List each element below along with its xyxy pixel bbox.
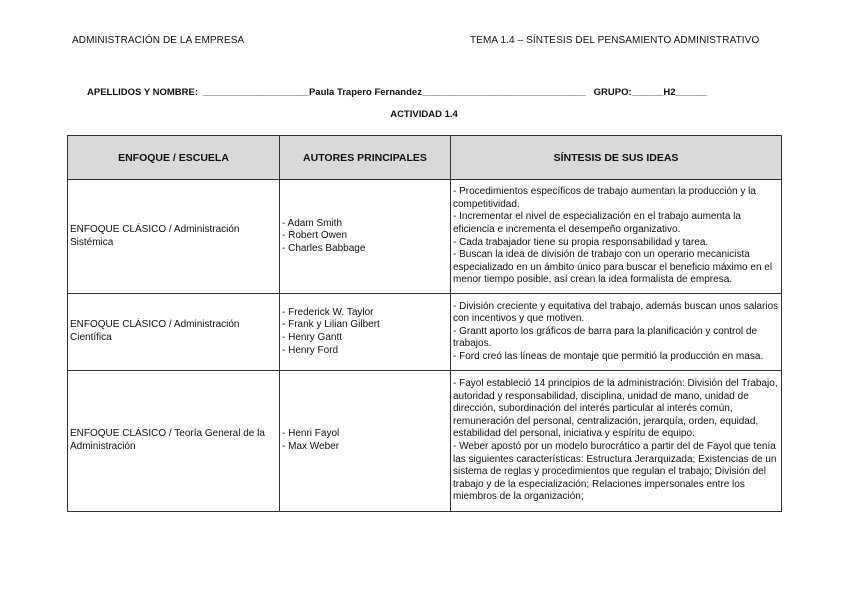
idea: - Incrementar el nivel de especialización en el trabajo aumenta la eficiencia e incrementa el desempeño organizativo. (453, 211, 741, 235)
idea: - Grantt aporto los gráficos de barra para la planificación y control de trabajos. (453, 325, 758, 350)
cell-ideas (451, 371, 782, 512)
author: - Adam Smith (282, 217, 343, 229)
header-autores: AUTORES PRINCIPALES (280, 136, 451, 180)
table-row (68, 180, 782, 294)
author: - Henry Gantt (282, 332, 343, 343)
header-topic: TEMA 1.4 – SÍNTESIS DEL PENSAMIENTO ADMINISTRATIVO (470, 35, 760, 46)
idea: - Buscan la idea de división de trabajo con un operario mecanicista especializado en un ámbito único para buscar el beneficio máximo en el menor tiempo posible, así crean la idea formalista de empresa. (453, 249, 773, 286)
cell-autores (280, 180, 451, 294)
cell-enfoque: ENFOQUE CLÁSICO / Administración Científica (68, 294, 280, 371)
synthesis-table (67, 135, 782, 512)
idea: - Cada trabajador tiene su propia responsabilidad y tarea. (453, 236, 709, 248)
author: - Frederick W. Taylor (282, 306, 374, 318)
activity-title: ACTIVIDAD 1.4 (390, 109, 458, 120)
header-ideas: SÍNTESIS DE SUS IDEAS (451, 136, 782, 180)
table-row (68, 371, 782, 512)
author: - Max Weber (282, 441, 340, 452)
header-subject: ADMINISTRACIÓN DE LA EMPRESA (72, 35, 245, 46)
author: - Frank y Lilian Gilbert (282, 319, 380, 331)
cell-enfoque: ENFOQUE CLÁSICO / Administración Sistémica (68, 180, 280, 294)
cell-autores (280, 294, 451, 371)
idea: - Weber apostó por un modelo burocrático a partir del de Fayol que tenía las siguientes características: Estructura Jerarquizada; Existencias de un sistema de reglas y procedimientos que regulan el trabajo; División del trabajo y de la especialización; Relaciones impersonales entre los miembros de la organización; (453, 441, 777, 503)
author: - Robert Owen (282, 230, 348, 242)
cell-autores (280, 371, 451, 512)
idea: - Procedimientos específicos de trabajo aumentan la producción y la competitividad. (453, 186, 756, 210)
idea: - Fayol estableció 14 principios de la administración: División del Trabajo, autoridad y responsabilidad, disciplina, unidad de mano, unidad de dirección, subordinación del interés particular al interés común, remuneración del personal, centralización, jerarquía, orden, equidad, estabilidad del personal, iniciativa y espíritu de equipo. (453, 378, 778, 440)
header-enfoque: ENFOQUE / ESCUELA (68, 136, 280, 180)
author: - Charles Babbage (282, 242, 366, 254)
cell-ideas (451, 180, 782, 294)
author: - Henri Fayol (282, 428, 340, 440)
idea: - Ford creó las líneas de montaje que permitió la producción en masa. (453, 350, 764, 362)
cell-enfoque: ENFOQUE CLÁSICO / Teoría General de la Administración (68, 371, 280, 512)
cell-ideas (451, 294, 782, 371)
author: - Henry Ford (282, 344, 339, 356)
table-header-row (68, 136, 782, 180)
idea: - División creciente y equitativa del trabajo, además buscan unos salarios con incentivos y que motiven. (453, 300, 779, 325)
table-row (68, 294, 782, 371)
student-name-line: APELLIDOS Y NOMBRE: ____________________Paula Trapero Fernandez_______________________________ GRUPO:______H2______ (87, 87, 708, 98)
